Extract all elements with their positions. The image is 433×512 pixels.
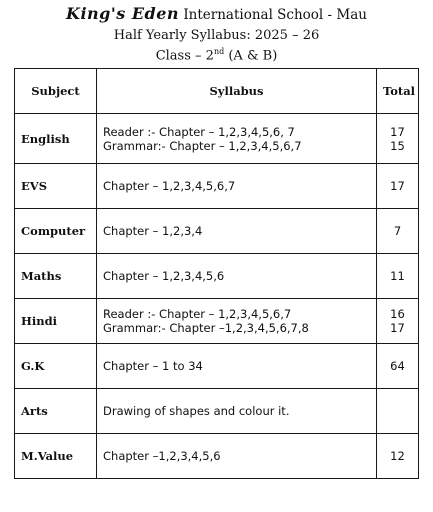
class-sup: nd bbox=[213, 47, 225, 56]
subject-cell: English bbox=[15, 114, 97, 164]
syllabus-table bbox=[14, 68, 419, 479]
syllabus-line: Chapter – 1 to 34 bbox=[103, 359, 203, 373]
table-row bbox=[15, 434, 419, 479]
syllabus-line: Reader :- Chapter – 1,2,3,4,5,6, 7 bbox=[103, 124, 295, 139]
total-value: 64 bbox=[390, 359, 405, 373]
syllabus-line: Chapter – 1,2,3,4,5,6,7 bbox=[103, 179, 236, 193]
subject-cell: Maths bbox=[15, 254, 97, 299]
total-cell bbox=[377, 344, 419, 389]
subject-cell: Hindi bbox=[15, 299, 97, 344]
header-syllabus: Syllabus bbox=[97, 69, 377, 114]
total-value: 15 bbox=[390, 138, 405, 153]
subject-cell: Computer bbox=[15, 209, 97, 254]
total-cell bbox=[377, 209, 419, 254]
total-value: 12 bbox=[390, 449, 405, 463]
table-row bbox=[15, 164, 419, 209]
class-line bbox=[0, 47, 433, 63]
subject-cell: Arts bbox=[15, 389, 97, 434]
total-value: 17 bbox=[390, 124, 405, 139]
syllabus-subtitle: Half Yearly Syllabus: 2025 – 26 bbox=[113, 28, 320, 43]
syllabus-cell bbox=[97, 254, 377, 299]
header-total: Total bbox=[377, 69, 419, 114]
table-row bbox=[15, 344, 419, 389]
total-cell bbox=[377, 254, 419, 299]
syllabus-cell bbox=[97, 299, 377, 344]
syllabus-cell bbox=[97, 389, 377, 434]
total-value: 17 bbox=[390, 321, 405, 335]
school-name-line bbox=[0, 4, 433, 23]
table-row bbox=[15, 389, 419, 434]
table-row bbox=[15, 299, 419, 344]
syllabus-cell bbox=[97, 114, 377, 164]
syllabus-line: Grammar:- Chapter –1,2,3,4,5,6,7,8 bbox=[103, 321, 309, 335]
syllabus-cell bbox=[97, 164, 377, 209]
table-row bbox=[15, 114, 419, 164]
total-cell bbox=[377, 389, 419, 434]
subject-cell: M.Value bbox=[15, 434, 97, 479]
total-value: 7 bbox=[393, 224, 402, 238]
header-subject: Subject bbox=[15, 69, 97, 114]
syllabus-cell bbox=[97, 209, 377, 254]
school-brand: King's Eden bbox=[66, 4, 180, 23]
table-header-row bbox=[15, 69, 419, 114]
syllabus-line: Reader :- Chapter – 1,2,3,4,5,6,7 bbox=[103, 307, 292, 321]
total-value: 11 bbox=[390, 269, 405, 283]
total-cell bbox=[377, 434, 419, 479]
syllabus-line: Chapter – 1,2,3,4 bbox=[103, 224, 203, 238]
syllabus-cell bbox=[97, 344, 377, 389]
total-cell bbox=[377, 164, 419, 209]
total-cell bbox=[377, 299, 419, 344]
class-prefix: Class – 2 bbox=[155, 48, 214, 64]
subject-cell: EVS bbox=[15, 164, 97, 209]
subject-cell: G.K bbox=[15, 344, 97, 389]
total-cell bbox=[377, 114, 419, 164]
school-name: International School - Mau bbox=[183, 7, 367, 23]
total-value: 16 bbox=[390, 307, 405, 321]
syllabus-line: Drawing of shapes and colour it. bbox=[103, 404, 290, 418]
class-suffix: (A & B) bbox=[224, 48, 278, 64]
syllabus-line: Grammar:- Chapter – 1,2,3,4,5,6,7 bbox=[103, 138, 302, 153]
total-value: 17 bbox=[390, 179, 405, 193]
syllabus-cell bbox=[97, 434, 377, 479]
table-row bbox=[15, 209, 419, 254]
table-row bbox=[15, 254, 419, 299]
syllabus-line: Chapter – 1,2,3,4,5,6 bbox=[103, 269, 225, 283]
syllabus-line: Chapter –1,2,3,4,5,6 bbox=[103, 449, 221, 463]
